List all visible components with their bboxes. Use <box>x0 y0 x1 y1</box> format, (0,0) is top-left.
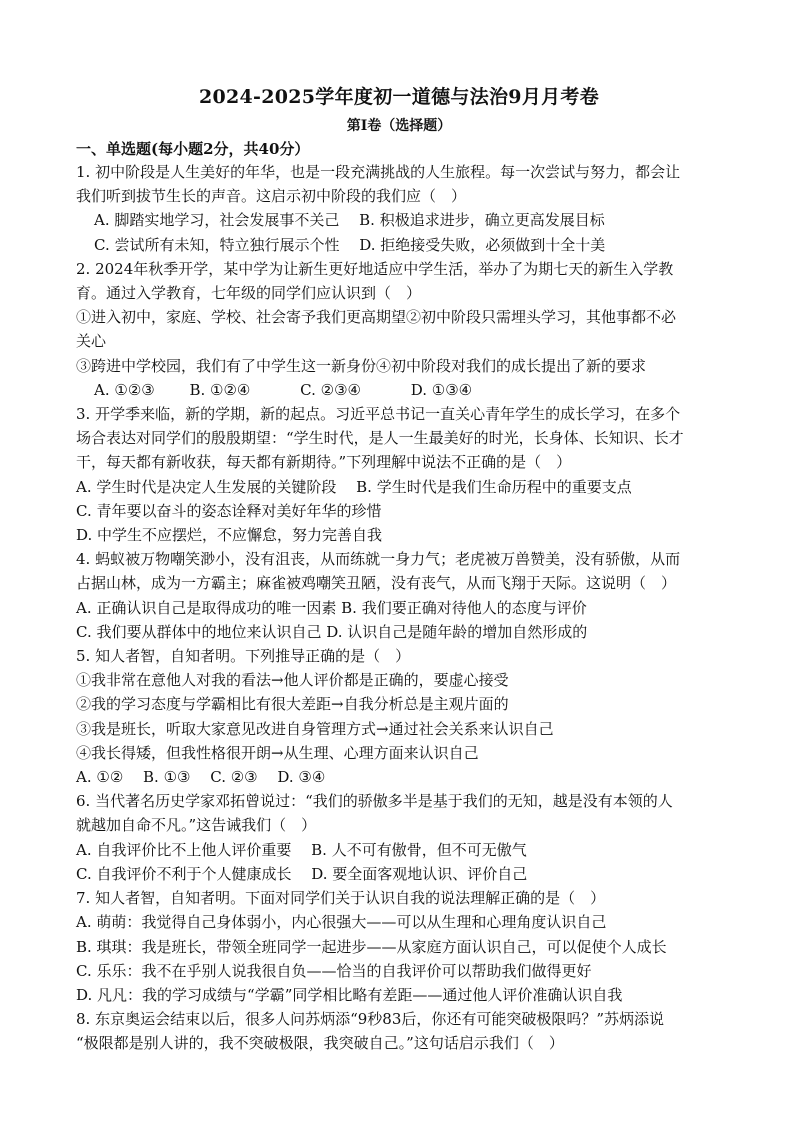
q2-stem-line1: 2. 2024年秋季开学，某中学为让新生更好地适应中学生活，举办了为期七天的新生入学教 <box>76 259 674 278</box>
q6-stem-line2: 就越加自命不凡。”这告诫我们（ ） <box>76 816 317 835</box>
q2-statement-34: ③跨进中学校园，我们有了中学生这一新身份④初中阶段对我们的成长提出了新的要求 <box>76 356 647 375</box>
q3-option-c: C. 青年要以奋斗的姿态诠释对美好年华的珍惜 <box>76 501 382 520</box>
q8-stem-line1: 8. 东京奥运会结束以后，很多人问苏炳添“9秒83后，你还有可能突破极限吗？”苏炳添说 <box>76 1010 665 1029</box>
q7-option-a: A. 萌萌：我觉得自己身体弱小，内心很强大——可以从生理和心理角度认识自己 <box>76 913 607 932</box>
q2-options: A. ①②③ B. ①②④ C. ②③④ D. ①③④ <box>94 380 473 399</box>
q3-stem-line1: 3. 开学季来临，新的学期，新的起点。习近平总书记一直关心青年学生的成长学习，在多个 <box>76 405 681 424</box>
q6-stem-line1: 6. 当代著名历史学家邓拓曾说过：“我们的骄傲多半是基于我们的无知，越是没有本领的人 <box>76 792 673 811</box>
q2-statement-12: ①进入初中，家庭、学校、社会寄予我们更高期望②初中阶段只需埋头学习，其他事都不必 <box>76 308 677 327</box>
q4-stem-line1: 4. 蚂蚁被万物嘲笑渺小，没有沮丧，从而练就一身力气；老虎被万兽赞美，没有骄傲，从而 <box>76 550 681 569</box>
q3-stem-line3: 干，每天都有新收获，每天都有新期待。”下列理解中说法不正确的是（ ） <box>76 453 572 472</box>
q1-stem-line1: 1. 初中阶段是人生美好的年华，也是一段充满挑战的人生旅程。每一次尝试与努力，都会让 <box>76 163 681 181</box>
q3-stem-line2: 场合表达对同学们的殷殷期望：“学生时代，是人一生最美好的时光，长身体、长知识、长才 <box>76 429 684 448</box>
q6-options-ab: A. 自我评价比不上他人评价重要 B. 人不可有傲骨，但不可无傲气 <box>76 840 527 859</box>
q1-options-ab: A. 脚踏实地学习，社会发展事不关己 B. 积极追求进步，确立更高发展目标 <box>94 211 605 230</box>
q8-stem-line2: “极限都是别人讲的，我不突破极限，我突破自己。”这句话启示我们（ ） <box>76 1034 564 1053</box>
q7-option-c: C. 乐乐：我不在乎别人说我很自负——恰当的自我评价可以帮助我们做得更好 <box>76 961 592 980</box>
q2-stem-line2: 育。通过入学教育，七年级的同学们应认识到（ ） <box>76 284 422 303</box>
q5-statement-2: ②我的学习态度与学霸相比有很大差距→自我分析总是主观片面的 <box>76 695 509 714</box>
q3-options-ab: A. 学生时代是决定人生发展的关键阶段 B. 学生时代是我们生命历程中的重要支点 <box>76 477 632 496</box>
q7-option-d: D. 凡凡：我的学习成绩与“学霸”同学相比略有差距——通过他人评价准确认识自我 <box>76 985 623 1004</box>
q2-statement-12-cont: 关心 <box>76 332 107 351</box>
q4-stem-line2: 占据山林，成为一方霸主；麻雀被鸡嘲笑丑陋，没有丧气，从而飞翔于天际。这说明（ ） <box>76 574 677 593</box>
q5-statement-4: ④我长得矮，但我性格很开朗→从生理、心理方面来认识自己 <box>76 743 479 762</box>
q6-options-cd: C. 自我评价不利于个人健康成长 D. 要全面客观地认识、评价自己 <box>76 864 528 883</box>
q7-stem: 7. 知人者智，自知者明。下面对同学们关于认识自我的说法理解正确的是（ ） <box>76 889 606 908</box>
q1-stem-line2: 我们听到拔节生长的声音。这启示初中阶段的我们应（ ） <box>76 187 467 206</box>
q5-stem: 5. 知人者智，自知者明。下列推导正确的是（ ） <box>76 647 411 666</box>
q3-option-d: D. 中学生不应摆烂，不应懈怠，努力完善自我 <box>76 526 383 545</box>
volume-title: 第I卷（选择题） <box>346 118 452 134</box>
section-heading: 一、单选题(每小题2分，共40分） <box>76 140 310 158</box>
q4-options-ab: A. 正确认识自己是取得成功的唯一因素 B. 我们要正确对待他人的态度与评价 <box>76 598 587 617</box>
q5-options: A. ①② B. ①③ C. ②③ D. ③④ <box>76 768 326 787</box>
q1-options-cd: C. 尝试所有未知，特立独行展示个性 D. 拒绝接受失败，必须做到十全十美 <box>94 235 606 254</box>
q5-statement-1: ①我非常在意他人对我的看法→他人评价都是正确的，要虚心接受 <box>76 671 509 690</box>
q7-option-b: B. 琪琪：我是班长，带领全班同学一起进步——从家庭方面认识自己，可以促使个人成长 <box>76 937 667 956</box>
exam-title: 2024-2025学年度初一道德与法治9月月考卷 <box>198 86 600 108</box>
q4-options-cd: C. 我们要从群体中的地位来认识自己 D. 认识自己是随年龄的增加自然形成的 <box>76 622 588 641</box>
q5-statement-3: ③我是班长，听取大家意见改进自身管理方式→通过社会关系来认识自己 <box>76 719 554 738</box>
